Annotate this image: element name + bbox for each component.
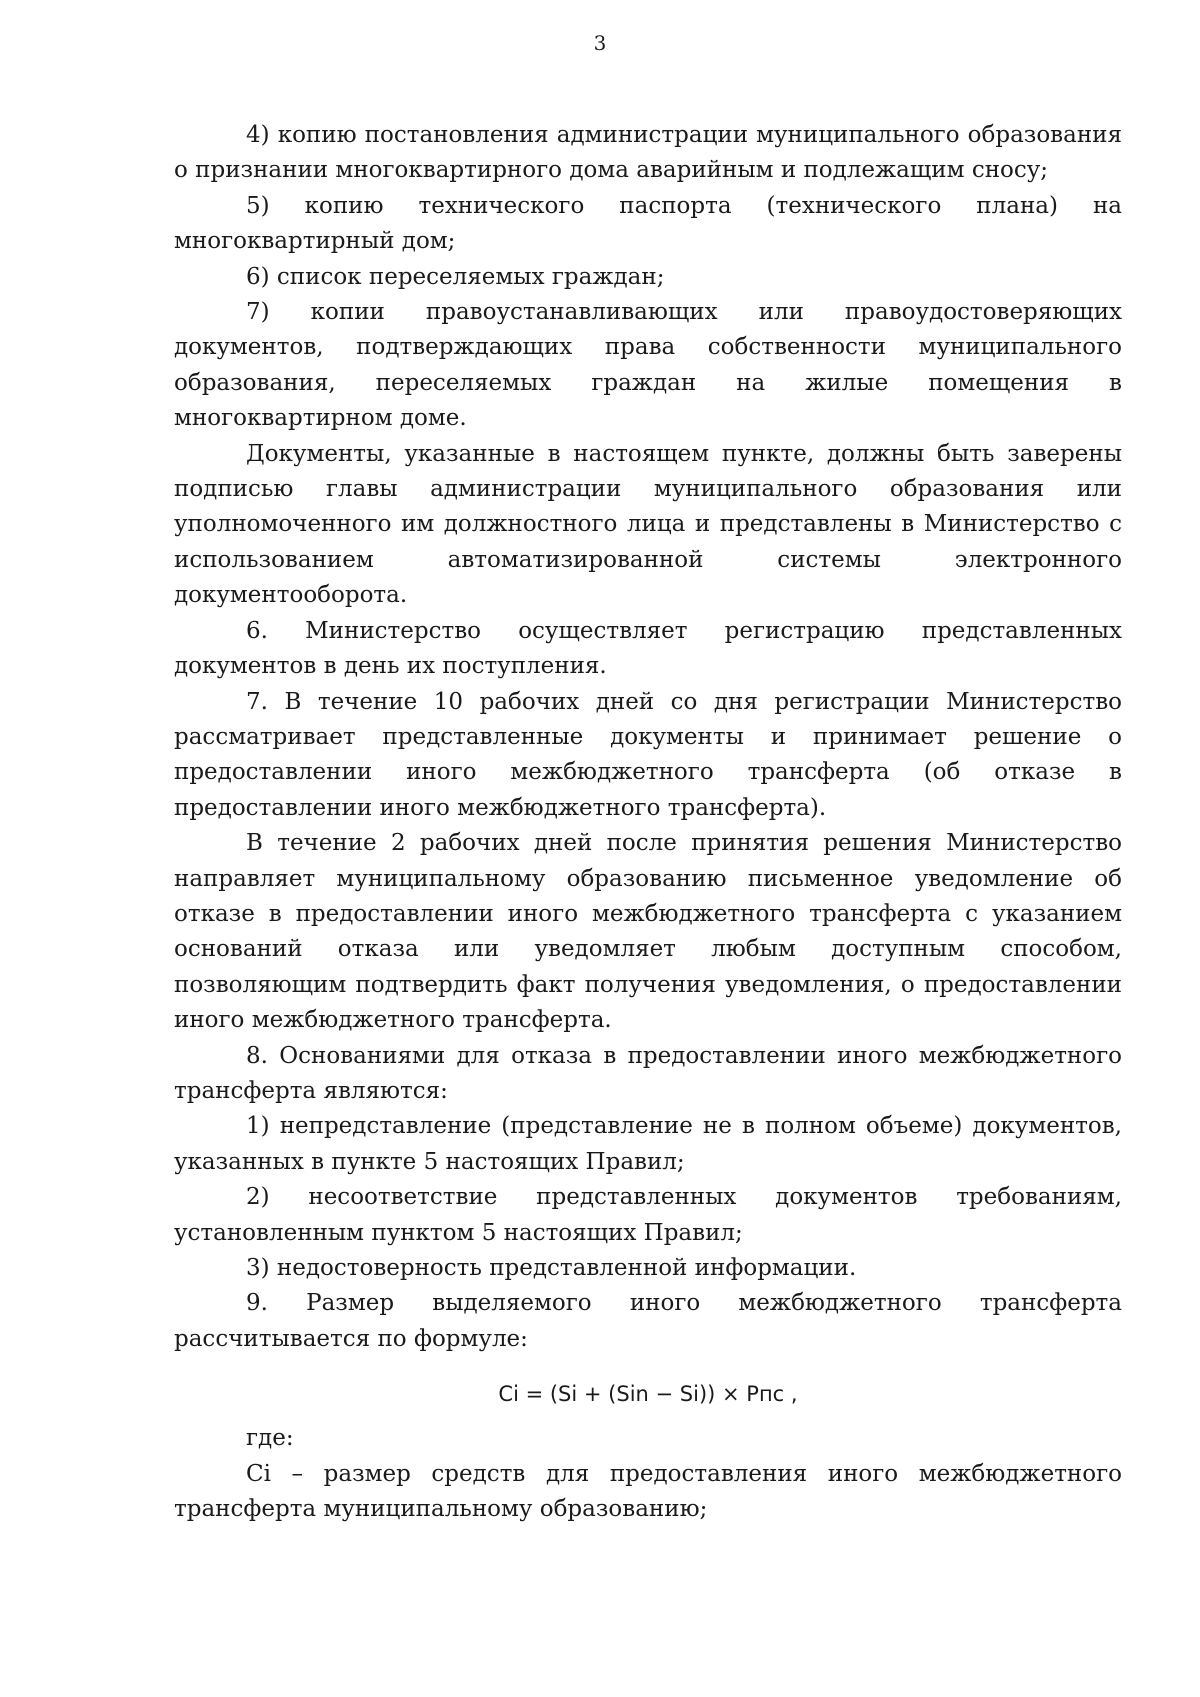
paragraph-refusal-reason-2: 2) несоответствие представленных документов требованиям, установленным пунктом 5 настоящих Правил; bbox=[174, 1184, 1122, 1246]
paragraph-point-6: 6. Министерство осуществляет регистрацию представленных документов в день их поступления. bbox=[174, 617, 1122, 680]
paragraph-documents-certification: Документы, указанные в настоящем пункте, должны быть заверены подписью главы администрации муниципального образования или уполномоченного им должностного лица и представлены в Министерство с использованием автоматизированной системы электронного документооборота. bbox=[174, 440, 1122, 609]
page-number: 3 bbox=[593, 31, 607, 55]
paragraph-item-7: 7) копии правоустанавливающих или правоудостоверяющих документов, подтверждающих права собственности муниципального образования, переселяемых граждан на жилые помещения в многоквартирном доме. bbox=[174, 299, 1122, 432]
paragraph-refusal-reason-3: 3) недостоверность представленной информации. bbox=[246, 1255, 857, 1281]
paragraph-ci-definition: Ci – размер средств для предоставления иного межбюджетного трансферта муниципальному образованию; bbox=[174, 1460, 1122, 1523]
paragraph-where: где: bbox=[246, 1425, 294, 1452]
paragraph-refusal-reason-1: 1) непредставление (представление не в полном объеме) документов, указанных в пункте 5 настоящих Правил; bbox=[174, 1113, 1122, 1175]
paragraph-point-9: 9. Размер выделяемого иного межбюджетного трансферта рассчитывается по формуле: bbox=[174, 1290, 1122, 1352]
paragraph-item-6: 6) список переселяемых граждан; bbox=[246, 263, 665, 290]
paragraph-item-5: 5) копию технического паспорта (технического плана) на многоквартирный дом; bbox=[174, 192, 1122, 255]
paragraph-point-7: 7. В течение 10 рабочих дней со дня регистрации Министерство рассматривает представленные документы и принимает решение о предоставлении иного межбюджетного трансферта (об отказе в предоставлении иного межбюджетного трансферта). bbox=[174, 688, 1122, 821]
document-body bbox=[174, 118, 1122, 1527]
paragraph-item-4: 4) копию постановления администрации муниципального образования о признании многоквартирного дома аварийным и подлежащим сносу; bbox=[174, 122, 1122, 184]
paragraph-notification: В течение 2 рабочих дней после принятия решения Министерство направляет муниципальному образованию письменное уведомление об отказе в предоставлении иного межбюджетного трансферта с указанием оснований отказа или уведомляет любым доступным способом, позволяющим подтвердить факт получения уведомления, о предоставлении иного межбюджетного трансферта. bbox=[174, 830, 1122, 1034]
formula: Ci = (Si + (Sin − Si)) × Pпс , bbox=[498, 1382, 798, 1407]
paragraph-point-8: 8. Основаниями для отказа в предоставлении иного межбюджетного трансферта являются: bbox=[174, 1042, 1122, 1104]
